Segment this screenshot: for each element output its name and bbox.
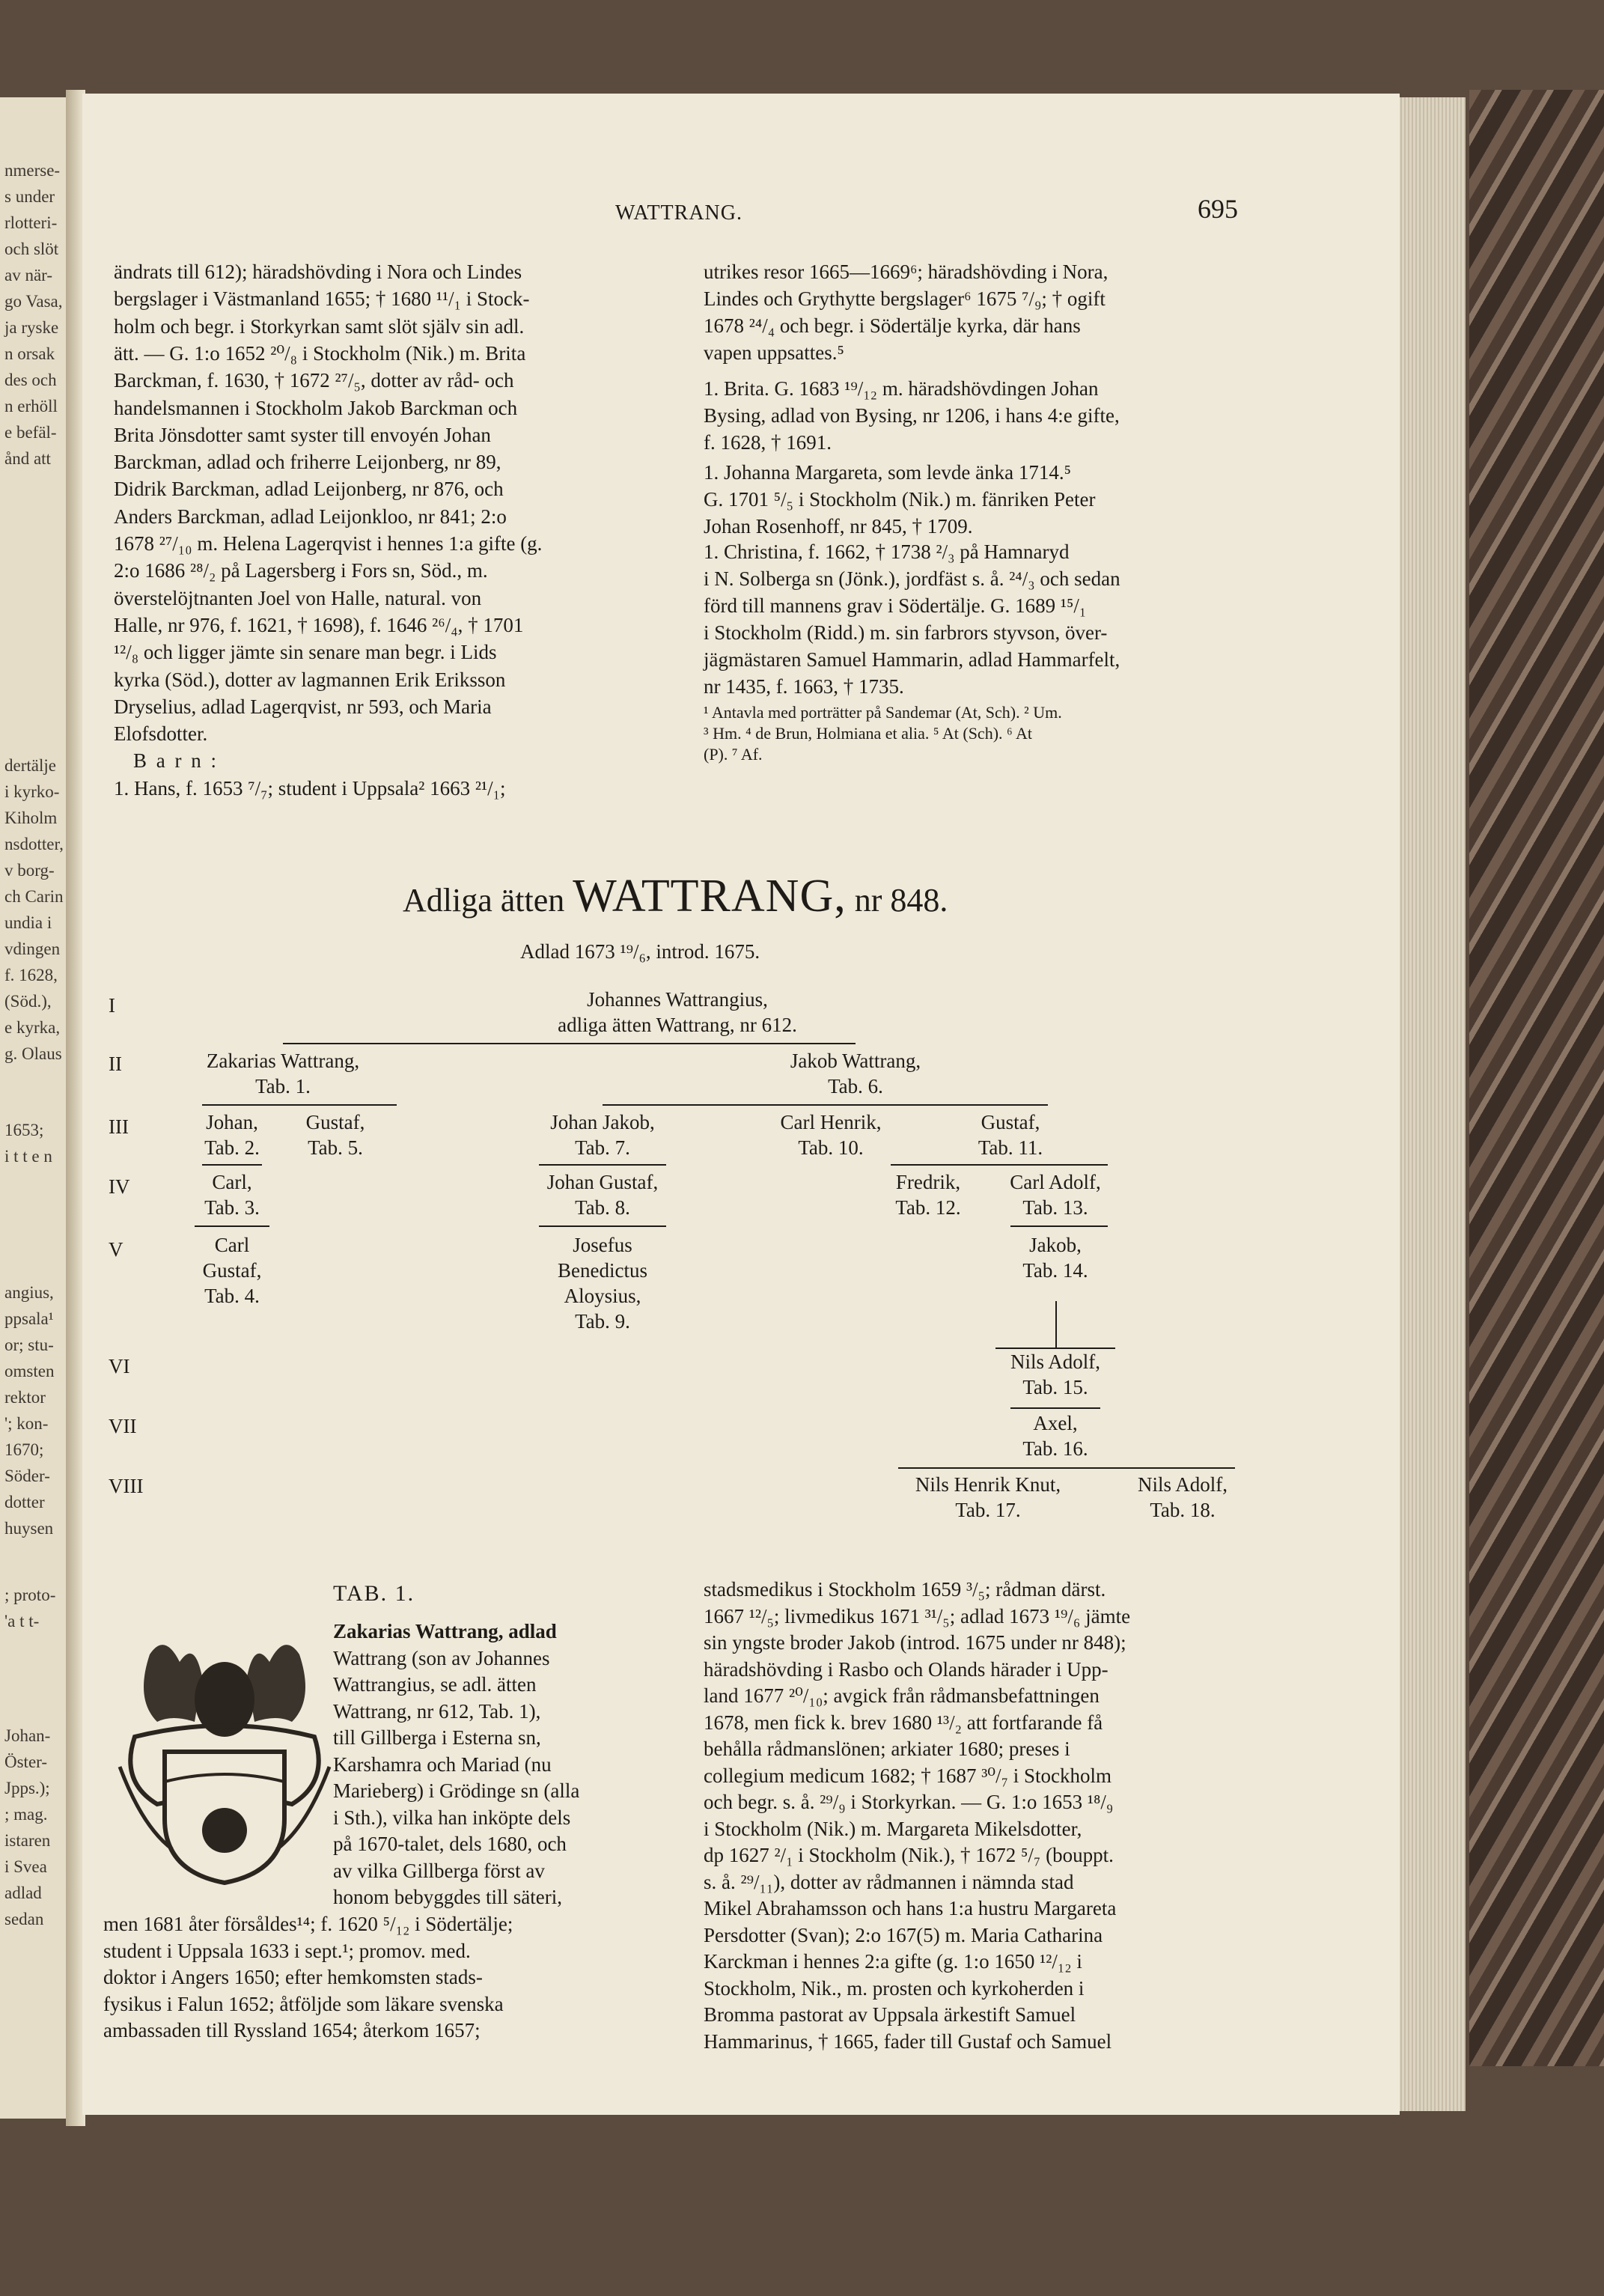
person-johan-jakob: Johan Jakob, xyxy=(550,1111,655,1133)
person-fredrik: Fredrik, xyxy=(895,1171,961,1193)
facing-page-fragment: 'a t t- xyxy=(4,1612,40,1630)
facing-page-fragment: ppsala¹ xyxy=(4,1309,54,1328)
tab1-right-line: i Stockholm (Nik.) m. Margareta Mikelsdotter, xyxy=(704,1817,1082,1840)
left-column-line: bergslager i Västmanland 1655; † 1680 ¹¹/₁ i Stock- xyxy=(114,287,530,311)
person-carl: Tab. 3. xyxy=(204,1196,260,1219)
tab1-side-line: Wattrang, nr 612, Tab. 1), xyxy=(333,1699,541,1723)
person-johan-gustaf: Johan Gustaf, xyxy=(546,1171,659,1193)
person-gustaf: Gustaf, xyxy=(305,1111,365,1133)
section-title xyxy=(403,871,948,922)
person-carl: Carl, xyxy=(212,1171,252,1193)
tab1-right-line: Bromma pastorat av Uppsala ärkestift Samuel xyxy=(704,2003,1076,2026)
left-column-line: holm och begr. i Storkyrkan samt slöt själv sin adl. xyxy=(114,314,525,338)
generation-4: IV xyxy=(109,1175,130,1198)
facing-page-fragment: nsdotter, xyxy=(4,835,64,853)
facing-page-fragment: '; kon- xyxy=(4,1414,49,1433)
person-nils-adolf: Nils Adolf, xyxy=(1010,1351,1100,1373)
facing-page-fragment: omsten xyxy=(4,1362,55,1380)
tab1-right-line: dp 1627 ²/₁ i Stockholm (Nik.), † 1672 ⁵/₇ (bouppt. xyxy=(704,1844,1114,1866)
right-column-line: 1678 ²⁴/₄ och begr. i Södertälje kyrka, där hans xyxy=(704,314,1081,337)
right-column-line: Bysing, adlad von Bysing, nr 1206, i hans 4:e gifte, xyxy=(704,404,1120,427)
left-column-line: Anders Barckman, adlad Leijonkloo, nr 841; 2:o xyxy=(114,505,507,528)
facing-page-fragment: go Vasa, xyxy=(4,292,63,311)
facing-page-fragment: istaren xyxy=(4,1831,51,1850)
tab1-side-line: av vilka Gillberga först av xyxy=(333,1859,545,1882)
title-prefix: Adliga ätten xyxy=(403,882,565,919)
tab1-right-line: och begr. s. å. ²⁹/₉ i Storkyrkan. — G. 1:o 1653 ¹⁸/₉ xyxy=(704,1791,1114,1813)
right-column-line: 1. Brita. G. 1683 ¹⁹/₁₂ m. häradshövdingen Johan xyxy=(704,377,1099,400)
person-jakob: Jakob Wattrang, xyxy=(790,1050,921,1072)
left-column-line: Barckman, adlad och friherre Leijonberg, nr 89, xyxy=(114,451,501,474)
left-column-line: Dryselius, adlad Lagerqvist, nr 593, och Maria xyxy=(114,695,492,718)
left-column-line: överstelöjtnanten Joel von Halle, natural. von xyxy=(114,586,482,609)
person-zakarias: Zakarias Wattrang, xyxy=(206,1050,360,1072)
person-axel: Tab. 16. xyxy=(1022,1437,1088,1460)
left-column-line: ändrats till 612); häradshövding i Nora och Lindes xyxy=(114,261,522,283)
person-axel: Axel, xyxy=(1033,1412,1078,1434)
facing-page-fragment: ; mag. xyxy=(4,1805,48,1824)
person-nils-henrik-knut: Nils Henrik Knut, xyxy=(915,1473,1061,1496)
tab1-right-line: s. å. ²⁹/₁₁), dotter av rådmannen i nämnda stad xyxy=(704,1870,1074,1893)
person-jakob: Tab. 6. xyxy=(828,1075,883,1097)
tree-branch-line xyxy=(1010,1407,1100,1409)
person-jakob2: Tab. 14. xyxy=(1022,1259,1088,1282)
facing-page-fragment: vdingen xyxy=(4,940,61,958)
marbled-book-edge xyxy=(1469,90,1604,2066)
person-carl-adolf: Tab. 13. xyxy=(1022,1196,1088,1219)
tree-branch-line xyxy=(891,1164,1108,1166)
facing-page-fragment: Kiholm xyxy=(4,809,58,827)
tab1-right-line: behålla rådmanslönen; arkiater 1680; preses i xyxy=(704,1738,1070,1760)
tab1-right-line: 1678, men fick k. brev 1680 ¹³/₂ att fortfarande få xyxy=(704,1711,1103,1734)
tab1-side-line: Wattrangius, se adl. ätten xyxy=(333,1673,537,1696)
person-fredrik: Tab. 12. xyxy=(895,1196,961,1219)
left-column-line: 1678 ²⁷/₁₀ m. Helena Lagerqvist i hennes 1:a gifte (g. xyxy=(114,532,543,555)
page-edges xyxy=(1398,97,1466,2111)
tab1-side-line: Marieberg) i Grödinge sn (alla xyxy=(333,1779,580,1802)
facing-page-fragment: angius, xyxy=(4,1283,54,1302)
person-josefus: Aloysius, xyxy=(564,1285,641,1307)
right-column-line: G. 1701 ⁵/₅ i Stockholm (Nik.) m. fänriken Peter xyxy=(704,488,1096,511)
right-column-line: 1. Christina, f. 1662, † 1738 ²/₃ på Hamnaryd xyxy=(704,540,1070,563)
footnote-line: ³ Hm. ⁴ de Brun, Holmiana et alia. ⁵ At (Sch). ⁶ At xyxy=(704,724,1032,743)
facing-page-fragment: des och xyxy=(4,371,57,389)
right-column-line: utrikes resor 1665—1669⁶; häradshövding i Nora, xyxy=(704,261,1109,283)
facing-page-fragment: sedan xyxy=(4,1910,44,1928)
left-column-line: Elofsdotter. xyxy=(114,722,208,746)
person-nils-adolf2: Tab. 18. xyxy=(1150,1499,1216,1521)
tree-branch-line xyxy=(1010,1225,1108,1227)
section-subtitle: Adlad 1673 ¹⁹/₆, introd. 1675. xyxy=(520,940,760,963)
facing-page-fragment: huysen xyxy=(4,1519,54,1538)
person-josefus: Josefus xyxy=(573,1234,632,1256)
facing-page-fragment: Öster- xyxy=(4,1753,48,1771)
tree-branch-line xyxy=(995,1348,1115,1349)
tab1-line: student i Uppsala 1633 i sept.¹; promov. med. xyxy=(103,1939,471,1962)
left-column-line: ¹²/₈ och ligger jämte sin senare man begr. i Lids xyxy=(114,641,497,664)
right-column-line: i N. Solberga sn (Jönk.), jordfäst s. å. ²⁴/₃ och sedan xyxy=(704,567,1120,590)
facing-page-fragment: Johan- xyxy=(4,1726,51,1745)
person-carl-gustaf: Gustaf, xyxy=(202,1259,262,1282)
left-column-line: Brita Jönsdotter samt syster till envoyén Johan xyxy=(114,423,491,446)
generation-3: III xyxy=(109,1115,129,1138)
right-column-line: nr 1435, f. 1663, † 1735. xyxy=(704,675,904,698)
facing-page-fragment: av när- xyxy=(4,266,53,284)
tab1-side-line: honom bebyggdes till säteri, xyxy=(333,1886,562,1908)
facing-page-fragment: undia i xyxy=(4,913,52,932)
tree-branch-line xyxy=(539,1164,666,1166)
person-josefus: Tab. 9. xyxy=(575,1310,630,1333)
tab1-right-line: stadsmedikus i Stockholm 1659 ³/₅; rådman därst. xyxy=(704,1578,1106,1601)
person-jakob2: Jakob, xyxy=(1029,1234,1082,1256)
person-zakarias: Tab. 1. xyxy=(255,1075,311,1097)
facing-page-fragment: i t t e n xyxy=(4,1147,52,1166)
left-column-line: handelsmannen i Stockholm Jakob Barckman och xyxy=(114,396,518,419)
tree-branch-line xyxy=(202,1104,397,1106)
tab1-heading: TAB. 1. xyxy=(333,1581,415,1606)
running-title: WATTRANG. xyxy=(615,201,742,225)
generation-6: VI xyxy=(109,1355,130,1377)
person-johan: Tab. 2. xyxy=(204,1136,260,1159)
left-column-line: kyrka (Söd.), dotter av lagmannen Erik Eriksson xyxy=(114,668,506,691)
tree-branch-line xyxy=(202,1164,262,1166)
tree-branch-line xyxy=(898,1467,1235,1469)
tree-branch-line xyxy=(195,1225,269,1227)
person-root: adliga ätten Wattrang, nr 612. xyxy=(558,1014,797,1036)
family-name: WATTRANG, xyxy=(573,871,847,922)
page-number: 695 xyxy=(1198,194,1238,224)
tree-stem-line xyxy=(1055,1301,1057,1348)
left-column-line: 2:o 1686 ²⁸/₂ på Lagersberg i Fors sn, Söd., m. xyxy=(114,559,488,582)
tab1-right-line: sin yngste broder Jakob (introd. 1675 under nr 848); xyxy=(704,1631,1126,1654)
right-column-line: 1. Johanna Margareta, som levde änka 1714.⁵ xyxy=(704,461,1072,484)
tab1-side-line: Zakarias Wattrang, adlad xyxy=(333,1620,557,1642)
right-column-line: jägmästaren Samuel Hammarin, adlad Hammarfelt, xyxy=(704,648,1120,671)
footnote-line: ¹ Antavla med porträtter på Sandemar (At, Sch). ² Um. xyxy=(704,703,1062,722)
tree-branch-line xyxy=(539,1225,666,1227)
tab1-right-line: collegium medicum 1682; † 1687 ³⁰/₇ i Stockholm xyxy=(704,1764,1112,1787)
generation-1: I xyxy=(109,994,115,1017)
person-josefus: Benedictus xyxy=(558,1259,647,1282)
right-column-line: i Stockholm (Ridd.) m. sin farbrors styvson, över- xyxy=(704,621,1108,644)
facing-page-fragment: g. Olaus xyxy=(4,1044,62,1063)
coat-of-arms-icon xyxy=(105,1632,344,1887)
person-carl-gustaf: Carl xyxy=(214,1234,250,1256)
facing-page-fragment: i Svea xyxy=(4,1857,47,1876)
person-johan-jakob: Tab. 7. xyxy=(575,1136,630,1159)
tab1-right-line: Hammarinus, † 1665, fader till Gustaf och Samuel xyxy=(704,2029,1112,2053)
facing-page-fragment: rlotteri- xyxy=(4,213,58,232)
tab1-side-line: Wattrang (son av Johannes xyxy=(333,1646,550,1669)
facing-page-fragment: och slöt xyxy=(4,240,59,258)
facing-page-fragment: f. 1628, xyxy=(4,966,58,984)
left-column-line: ätt. — G. 1:o 1652 ²⁰/₈ i Stockholm (Nik.) m. Brita xyxy=(114,341,526,365)
person-gustaf: Tab. 5. xyxy=(308,1136,363,1159)
left-column-line: Barckman, f. 1630, † 1672 ²⁷/₅, dotter av råd- och xyxy=(114,369,514,392)
tab1-side-line: i Sth.), vilka han inköpte dels xyxy=(333,1806,571,1829)
facing-page-fragment: dertälje xyxy=(4,756,56,775)
footnote-line: (P). ⁷ Af. xyxy=(704,745,763,764)
facing-page-fragment: nmerse- xyxy=(4,161,61,180)
facing-page-fragment: ; proto- xyxy=(4,1586,56,1604)
person-carl-gustaf: Tab. 4. xyxy=(204,1285,260,1307)
person-root: Johannes Wattrangius, xyxy=(587,988,768,1011)
tab1-line: fysikus i Falun 1652; åtföljde som läkare svenska xyxy=(103,1992,504,2015)
person-carl-henrik: Tab. 10. xyxy=(798,1136,864,1159)
person-nils-adolf2: Nils Adolf, xyxy=(1137,1473,1228,1496)
right-column-line: förd till mannens grav i Södertälje. G. 1689 ¹⁵/₁ xyxy=(704,594,1087,617)
facing-page-fragment: Jpps.); xyxy=(4,1779,50,1797)
tree-branch-line xyxy=(283,1043,856,1044)
tab1-right-line: Karckman i hennes 2:a gifte (g. 1:o 1650 ¹²/₁₂ i xyxy=(704,1950,1082,1973)
tab1-right-line: häradshövding i Rasbo och Olands härader i Upp- xyxy=(704,1657,1109,1681)
facing-page-fragment: n orsak xyxy=(4,344,55,363)
facing-page-fragment: dotter xyxy=(4,1493,45,1511)
generation-7: VII xyxy=(109,1415,137,1437)
title-suffix: nr 848. xyxy=(854,882,948,919)
facing-page-fragment: ch Carin xyxy=(4,887,64,906)
left-column-line: 1. Hans, f. 1653 ⁷/₇; student i Uppsala² 1663 ²¹/₁; xyxy=(114,776,506,800)
facing-page-fragment: (Söd.), xyxy=(4,992,52,1011)
tab1-right-line: Mikel Abrahamsson och hans 1:a hustru Margareta xyxy=(704,1897,1117,1919)
facing-page-fragment: adlad xyxy=(4,1884,42,1902)
left-column-line: Didrik Barckman, adlad Leijonberg, nr 876, och xyxy=(114,478,504,501)
right-column-line: vapen uppsattes.⁵ xyxy=(704,341,844,364)
left-column-line: Halle, nr 976, f. 1621, † 1698), f. 1646 ²⁶/₄, † 1701 xyxy=(114,613,524,636)
facing-page-fragment: rektor xyxy=(4,1388,46,1407)
facing-page xyxy=(0,97,71,2119)
person-gustaf2: Gustaf, xyxy=(981,1111,1040,1133)
facing-page-fragment: v borg- xyxy=(4,861,55,880)
left-column-line: B a r n : xyxy=(133,749,219,773)
facing-page-fragment: 1653; xyxy=(4,1121,44,1139)
tab1-right-line: 1667 ¹²/₅; livmedikus 1671 ³¹/₅; adlad 1673 ¹⁹/₆ jämte xyxy=(704,1604,1131,1627)
facing-page-fragment: e kyrka, xyxy=(4,1018,61,1037)
generation-8: VIII xyxy=(109,1475,144,1497)
tab1-line: men 1681 åter försåldes¹⁴; f. 1620 ⁵/₁₂ i Södertälje; xyxy=(103,1913,513,1935)
tab1-line: ambassaden till Ryssland 1654; återkom 1657; xyxy=(103,2019,481,2041)
tab1-side-line: på 1670-talet, dels 1680, och xyxy=(333,1833,567,1855)
person-carl-henrik: Carl Henrik, xyxy=(780,1111,882,1133)
right-column-line: f. 1628, † 1691. xyxy=(704,431,832,454)
right-column-line: Lindes och Grythytte bergslager⁶ 1675 ⁷/₉; † ogift xyxy=(704,287,1106,310)
facing-page-fragment: ja ryske xyxy=(4,318,59,337)
person-nils-henrik-knut: Tab. 17. xyxy=(955,1499,1021,1521)
person-nils-adolf: Tab. 15. xyxy=(1022,1376,1088,1398)
facing-page-fragment: i kyrko- xyxy=(4,782,60,801)
generation-5: V xyxy=(109,1238,123,1261)
tab1-right-line: Stockholm, Nik., m. prosten och kyrkoherden i xyxy=(704,1976,1085,2000)
facing-page-fragment: or; stu- xyxy=(4,1336,54,1354)
facing-page-fragment: n erhöll xyxy=(4,397,58,415)
tab1-right-line: Persdotter (Svan); 2:o 167(5) m. Maria Catharina xyxy=(704,1923,1103,1946)
tree-branch-line xyxy=(603,1104,1048,1106)
facing-page-fragment: e befäl- xyxy=(4,423,57,442)
person-johan: Johan, xyxy=(206,1111,258,1133)
facing-page-fragment: 1670; xyxy=(4,1440,44,1459)
tab1-line: doktor i Angers 1650; efter hemkomsten stads- xyxy=(103,1966,483,1988)
tab1-side-line: till Gillberga i Esterna sn, xyxy=(333,1726,541,1749)
facing-page-fragment: ånd att xyxy=(4,449,51,468)
facing-page-fragment: s under xyxy=(4,187,55,206)
person-carl-adolf: Carl Adolf, xyxy=(1010,1171,1101,1193)
person-johan-gustaf: Tab. 8. xyxy=(575,1196,630,1219)
person-gustaf2: Tab. 11. xyxy=(978,1136,1043,1159)
generation-2: II xyxy=(109,1053,122,1075)
tab1-side-line: Karshamra och Mariad (nu xyxy=(333,1753,552,1776)
right-column-line: Johan Rosenhoff, nr 845, † 1709. xyxy=(704,515,973,538)
tab1-right-line: land 1677 ²⁰/₁₀; avgick från rådmansbefattningen xyxy=(704,1684,1100,1707)
facing-page-fragment: Söder- xyxy=(4,1467,50,1485)
